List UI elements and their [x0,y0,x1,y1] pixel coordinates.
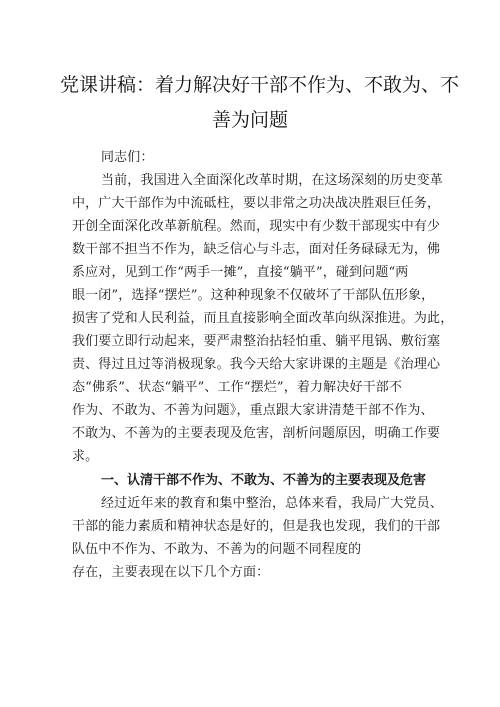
paragraph-1-line: 损害了党和人民利益，而且直接影响全面改革向纵深推进。为此， [72,311,454,326]
paragraph-1-line: 责、得过且过等消极现象。我今天给大家讲课的主题是《治理心 [72,357,441,372]
paragraph-1-line: 求。 [72,449,99,464]
paragraph-2-line: 经过近年来的教育和集中整治，总体来看，我局广大党员、 [101,496,443,511]
greeting: 同志们： [101,150,154,165]
paragraph-2-line: 存在，主要表现在以下几个方面： [72,565,270,580]
paragraph-2-line: 干部的能力素质和精神状态是好的，但是我也发现，我们的干部 [72,519,441,534]
paragraph-1-line: 我们要立即行动起来，要严肃整治拈轻怕重、躺平甩锅、敷衍塞 [72,334,441,349]
paragraph-2-line: 队伍中不作为、不敢为、不善为的问题不同程度的 [72,542,362,557]
paragraph-1-line: 作为、不敢为、不善为问题》，重点跟大家讲清楚干部不作为、 [72,403,434,418]
document-title-line-2: 善为问题 [211,109,288,131]
paragraph-1-line: 态“佛系”、状态“躺平”、工作“摆烂”，着力解决好干部不 [72,380,403,395]
paragraph-1-line: 中，广大干部作为中流砥柱，要以非常之功决战决胜艰巨任务， [72,196,441,211]
paragraph-1-line: 数干部不担当不作为，缺乏信心与斗志，面对任务碌碌无为，佛 [72,242,441,257]
paragraph-1-line: 系应对，见到工作“两手一摊”，直接“躺平”，碰到问题“两 [72,265,409,280]
paragraph-1-line: 眼一闭”，选择“摆烂”。这种种现象不仅破坏了干部队伍形象， [72,288,435,303]
paragraph-1-line: 开创全面深化改革新航程。然而，现实中有少数干部现实中有少 [72,219,441,234]
paragraph-1-line: 不敢为、不善为的主要表现及危害，剖析问题原因，明确工作要 [72,426,441,441]
document-title-line-1: 党课讲稿：着力解决好干部不作为、不敢为、不 [60,74,460,96]
paragraph-1-line: 当前，我国进入全面深化改革时期，在这场深刻的历史变革 [101,173,443,188]
section-heading: 一、认清干部不作为、不敢为、不善为的主要表现及危害 [101,473,427,488]
